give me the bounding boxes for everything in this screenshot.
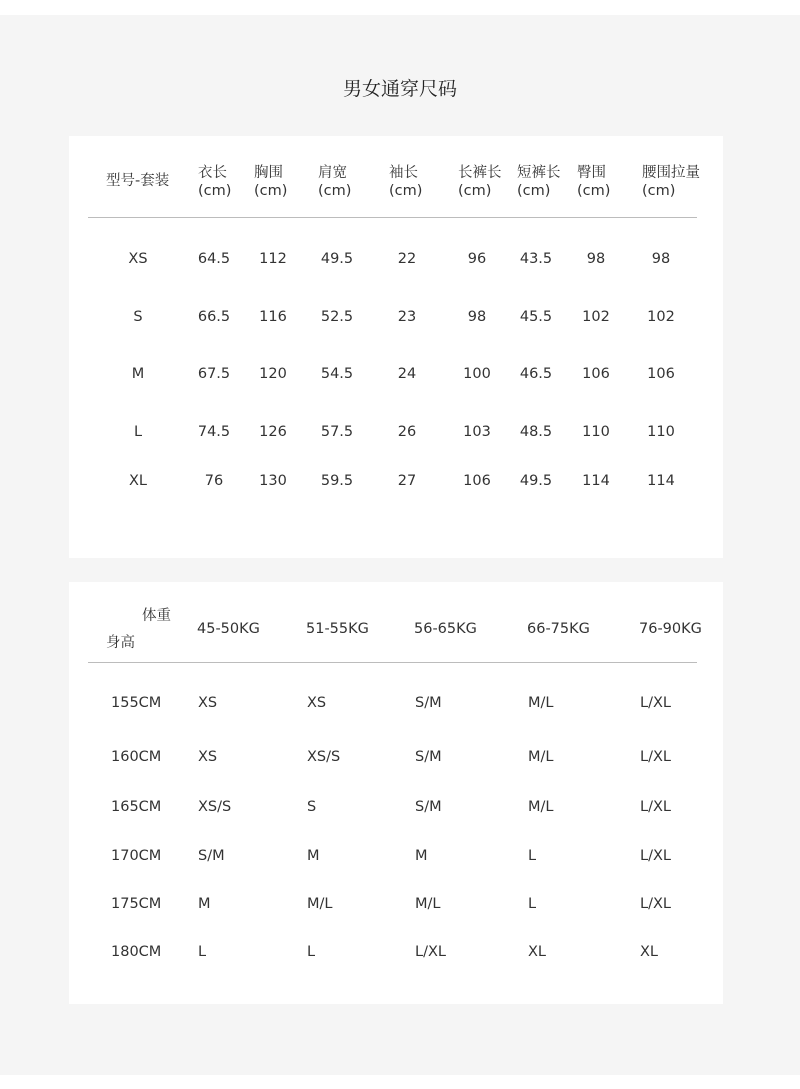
recommended-size-cell: XS (198, 695, 218, 711)
size-column-header (577, 164, 610, 200)
measurement-cell: 116 (259, 309, 287, 325)
height-label-cell: 155CM (111, 695, 162, 711)
size-column-unit: (cm) (318, 183, 352, 199)
recommended-size-cell: M (198, 896, 211, 912)
size-chart-panel (69, 136, 723, 558)
recommended-size-cell: L (198, 944, 207, 960)
recommended-size-cell: M/L (528, 799, 554, 815)
size-column-header (318, 164, 351, 200)
recommended-size-cell: XS/S (307, 749, 341, 765)
measurement-cell: 66.5 (197, 309, 231, 325)
measurement-cell: 27 (397, 473, 417, 489)
measurement-cell: 110 (582, 424, 610, 440)
size-label-cell: L (133, 424, 143, 440)
recommended-size-cell: S (307, 799, 317, 815)
recommended-size-cell: S/M (415, 749, 442, 765)
recommended-size-cell: S/M (415, 695, 442, 711)
size-column-header (389, 164, 422, 200)
measurement-cell: 126 (259, 424, 287, 440)
recommended-size-cell: XL (528, 944, 547, 960)
size-chart-divider (88, 217, 697, 218)
size-label-cell: M (131, 366, 145, 382)
measurement-cell: 26 (397, 424, 417, 440)
recommended-size-cell: L (528, 848, 537, 864)
size-column-unit: (cm) (642, 183, 676, 199)
recommended-size-cell: XL (640, 944, 659, 960)
recommended-size-cell: L (528, 896, 537, 912)
measurement-cell: 57.5 (320, 424, 354, 440)
measurement-cell: 64.5 (197, 251, 231, 267)
measurement-cell: 106 (647, 366, 675, 382)
weight-range-header: 66-75KG (527, 621, 590, 637)
measurement-cell: 49.5 (320, 251, 354, 267)
size-column-label: 腰围拉量 (642, 165, 700, 181)
size-column-unit: (cm) (577, 183, 611, 199)
height-label-cell: 175CM (111, 896, 162, 912)
measurement-cell: 112 (259, 251, 287, 267)
measurement-cell: 76 (204, 473, 224, 489)
recommended-size-cell: L/XL (415, 944, 446, 960)
size-column-label: 长裤长 (458, 165, 502, 181)
weight-corner-label: 体重 (142, 608, 171, 624)
measurement-cell: 52.5 (320, 309, 354, 325)
size-column-unit: (cm) (198, 183, 232, 199)
measurement-cell: 106 (582, 366, 610, 382)
recommended-size-cell: M (307, 848, 320, 864)
measurement-cell: 114 (647, 473, 675, 489)
measurement-cell: 130 (259, 473, 287, 489)
size-column-unit: (cm) (517, 183, 551, 199)
size-label-cell: XS (128, 251, 148, 267)
page-title: 男女通穿尺码 (342, 78, 457, 100)
measurement-cell: 103 (463, 424, 491, 440)
size-column-header (517, 164, 561, 200)
recommended-size-cell: M/L (528, 695, 554, 711)
recommended-size-cell: L/XL (640, 848, 671, 864)
weight-range-header: 45-50KG (197, 621, 260, 637)
size-column-unit: (cm) (389, 183, 423, 199)
size-column-label: 肩宽 (318, 165, 347, 181)
measurement-cell: 49.5 (519, 473, 553, 489)
recommended-size-cell: M/L (307, 896, 333, 912)
recommended-size-cell: S/M (198, 848, 225, 864)
measurement-cell: 54.5 (320, 366, 354, 382)
measurement-cell: 98 (586, 251, 606, 267)
recommended-size-cell: L (307, 944, 316, 960)
measurement-cell: 110 (647, 424, 675, 440)
weight-range-header: 56-65KG (414, 621, 477, 637)
measurement-cell: 100 (463, 366, 491, 382)
measurement-cell: 46.5 (519, 366, 553, 382)
recommended-size-cell: M/L (415, 896, 441, 912)
recommended-size-cell: XS/S (198, 799, 232, 815)
measurement-cell: 102 (582, 309, 610, 325)
size-column-label: 衣长 (198, 165, 227, 181)
size-column-header (642, 164, 700, 200)
measurement-cell: 98 (467, 309, 487, 325)
fit-guide-divider (88, 662, 697, 663)
recommended-size-cell: L/XL (640, 695, 671, 711)
weight-range-header: 76-90KG (639, 621, 702, 637)
recommended-size-cell: M (415, 848, 428, 864)
height-label-cell: 180CM (111, 944, 162, 960)
measurement-cell: 114 (582, 473, 610, 489)
measurement-cell: 96 (467, 251, 487, 267)
size-column-label: 胸围 (254, 165, 283, 181)
height-label-cell: 165CM (111, 799, 162, 815)
measurement-cell: 120 (259, 366, 287, 382)
size-label-cell: S (133, 309, 143, 325)
measurement-cell: 24 (397, 366, 417, 382)
measurement-cell: 106 (463, 473, 491, 489)
recommended-size-cell: L/XL (640, 799, 671, 815)
size-label-cell: XL (128, 473, 148, 489)
size-column-label: 袖长 (389, 165, 418, 181)
size-column-header (458, 164, 502, 200)
measurement-cell: 74.5 (197, 424, 231, 440)
size-column-label: 型号-套装 (106, 173, 170, 189)
measurement-cell: 45.5 (519, 309, 553, 325)
measurement-cell: 23 (397, 309, 417, 325)
recommended-size-cell: XS (198, 749, 218, 765)
measurement-cell: 22 (397, 251, 417, 267)
measurement-cell: 67.5 (197, 366, 231, 382)
size-column-unit: (cm) (254, 183, 288, 199)
recommended-size-cell: L/XL (640, 749, 671, 765)
fit-guide-panel (69, 582, 723, 1004)
height-label-cell: 170CM (111, 848, 162, 864)
measurement-cell: 98 (651, 251, 671, 267)
recommended-size-cell: S/M (415, 799, 442, 815)
height-label-cell: 160CM (111, 749, 162, 765)
height-corner-label: 身高 (106, 635, 135, 651)
size-column-unit: (cm) (458, 183, 492, 199)
recommended-size-cell: L/XL (640, 896, 671, 912)
size-column-header (254, 164, 287, 200)
size-column-label: 臀围 (577, 165, 606, 181)
measurement-cell: 43.5 (519, 251, 553, 267)
measurement-cell: 48.5 (519, 424, 553, 440)
size-column-header (106, 172, 169, 190)
size-column-header (198, 164, 231, 200)
measurement-cell: 102 (647, 309, 675, 325)
recommended-size-cell: XS (307, 695, 327, 711)
measurement-cell: 59.5 (320, 473, 354, 489)
recommended-size-cell: M/L (528, 749, 554, 765)
weight-range-header: 51-55KG (306, 621, 369, 637)
size-column-label: 短裤长 (517, 165, 561, 181)
